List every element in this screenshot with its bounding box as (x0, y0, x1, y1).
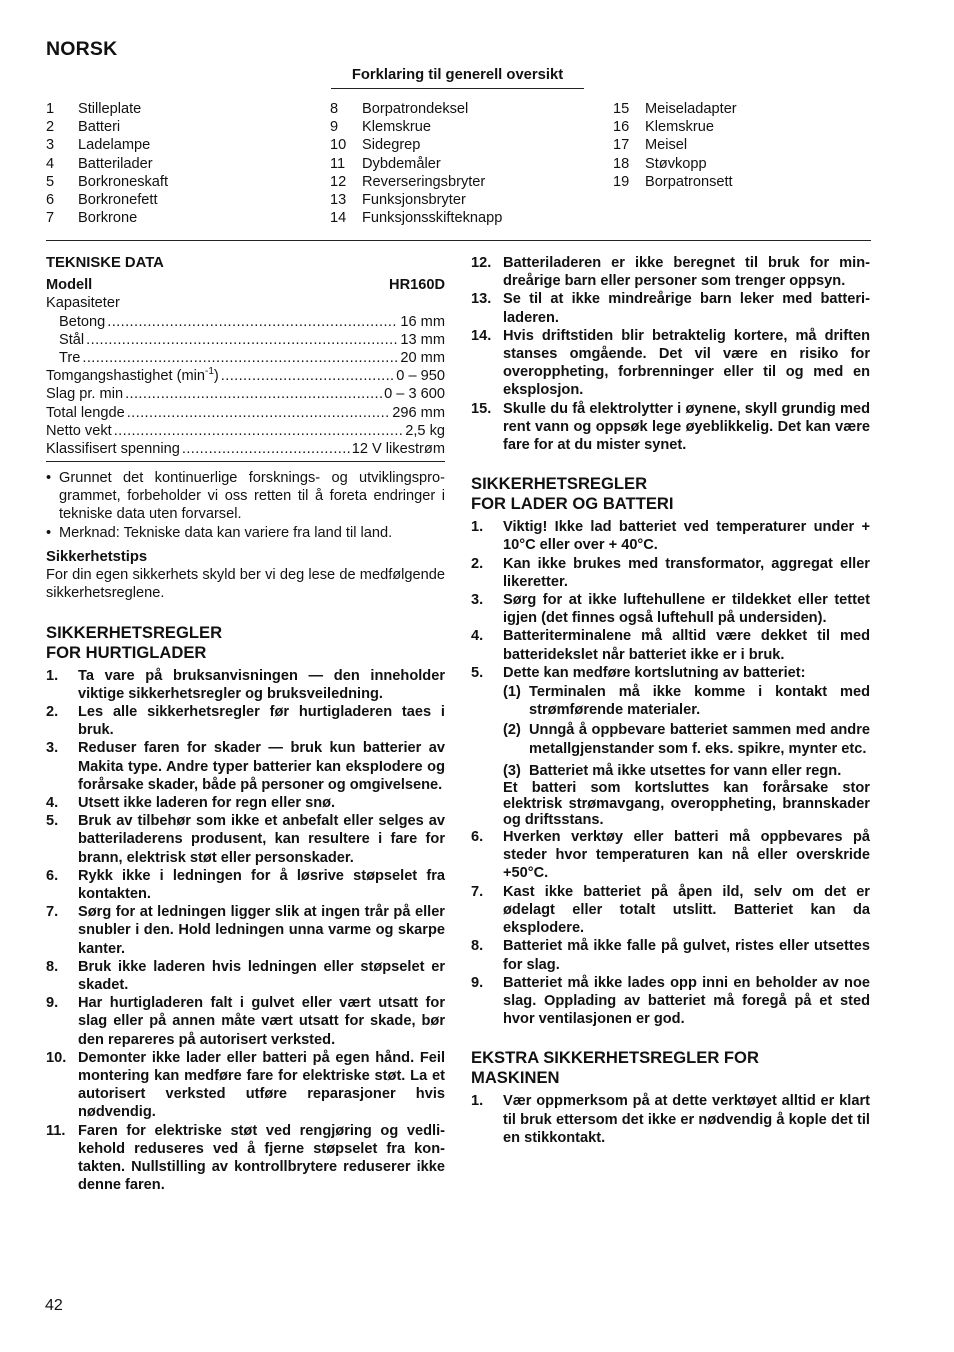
part-label: Reverseringsbryter (362, 173, 486, 190)
rule-item (471, 1092, 870, 1147)
rule-text: Les alle sikkerhetsregler før hurtigladeren taes i bruk. (78, 703, 445, 739)
capacity-label: Kapasiteter (46, 295, 120, 312)
part-label: Sidegrep (362, 137, 421, 154)
battery-sub-rules (471, 683, 870, 828)
sub-rule-text: Unngå å oppbevare batteriet sammen med andre metallgjenstander som f. eks. spikre, mynter etc. (529, 722, 870, 757)
rule-item (471, 518, 870, 554)
spec-row-concrete (46, 313, 445, 331)
spec-row-net-weight (46, 422, 445, 440)
rule-item (46, 739, 445, 794)
spec-notes (46, 469, 445, 542)
rule-number: 3. (471, 592, 484, 609)
heading-line: MASKINEN (471, 1068, 560, 1088)
spec-note: • Grunnet det kontinuerlige forsknings- og utviklingsprogrammet, forbeholder vi oss retten til å foreta endringer i tekniske data uten forvarsel. (46, 469, 445, 524)
rule-item (46, 667, 445, 703)
rule-number: 6. (471, 829, 484, 846)
spec-value: 12 V likestrøm (351, 440, 445, 457)
model-row (46, 276, 445, 294)
rule-number: 2. (46, 703, 59, 720)
part-label: Borkrone (78, 210, 138, 227)
spec-row-no-load-speed (46, 367, 445, 385)
rule-item (46, 994, 445, 1049)
rule-text: Kast ikke batteriet på åpen ild, selv om det er ødelagt eller totalt utslitt. Batteriet kan da eksplodere. (503, 883, 870, 937)
sub-rule-text: Terminalen må ikke komme i kontakt med strømførende materialer. (529, 684, 870, 719)
part-label: Meiseladapter (645, 101, 737, 117)
part-label: Støvkopp (645, 155, 707, 172)
rule-item (46, 1049, 445, 1122)
rule-text: Skulle du få elektrolytter i øynene, skyll grundig med rent vann og oppsøk lege øyeblikkelig. Det kan være fare for at du mister synet. (503, 400, 870, 454)
part-number: 12 (330, 173, 347, 190)
rule-item (46, 903, 445, 958)
part-number: 11 (330, 155, 346, 172)
part-number: 13 (330, 191, 347, 208)
rule-number: 9. (46, 995, 59, 1012)
right-column (471, 254, 870, 1147)
rule-text: Hverken verktøy eller batteri må oppbevares på steder hvor temperaturen kan nå eller overskride +50°C. (503, 829, 870, 882)
spec-note: • Merknad: Tekniske data kan variere fra land til land. (46, 524, 445, 542)
spec-value: 0 – 950 (396, 368, 445, 385)
spec-label: Slag pr. min (46, 386, 124, 403)
spec-row-overall-length (46, 404, 445, 422)
rule-number: 5. (471, 664, 484, 681)
rule-text: Ta vare på bruksanvisningen — den inneholder viktige sikkerhetsregler og bruksveiledning. (78, 667, 445, 702)
rule-number: 1. (471, 1093, 484, 1110)
left-column (46, 254, 445, 1194)
battery-rules-list (471, 518, 870, 682)
spec-value: 20 mm (400, 349, 445, 366)
charger-rules-list-continued (471, 254, 870, 454)
spec-value: 0 – 3 600 (384, 386, 445, 403)
part-label: Klemskrue (645, 119, 714, 136)
rule-number: 1. (471, 519, 484, 536)
part-number: 2 (46, 119, 55, 136)
part-number: 7 (46, 210, 55, 227)
rule-text: Dette kan medføre kortslutning av batteriet: (503, 664, 806, 681)
heading-line: FOR HURTIGLADER (46, 642, 207, 662)
spec-label: Betong (59, 313, 106, 330)
spec-label: Klassifisert spenning (46, 440, 180, 457)
rule-item (471, 828, 870, 883)
rule-number: 13. (471, 291, 492, 308)
part-number: 15 (613, 101, 630, 117)
spec-value: 16 mm (400, 313, 445, 330)
part-number: 4 (46, 155, 55, 172)
page-number: 42 (45, 1297, 63, 1314)
spec-row-rated-voltage (46, 440, 445, 458)
heading-line: SIKKERHETSREGLER (471, 474, 648, 494)
safety-tips-text: For din egen sikkerhets skyld ber vi deg lese de medfølgende sikkerhetsreglene. (46, 567, 445, 602)
rule-item (471, 627, 870, 663)
battery-rules-list-continued (471, 828, 870, 1028)
spec-label: Tre (59, 349, 81, 366)
part-number: 18 (613, 155, 630, 172)
rule-text: Bruk ikke laderen hvis ledningen eller støpselet er skadet. (78, 958, 445, 993)
part-label: Batteri (78, 119, 121, 136)
part-number: 14 (330, 210, 347, 227)
spec-row-wood (46, 349, 445, 367)
sub-rule-number: (1) (503, 684, 521, 701)
rule-number: 7. (46, 904, 59, 921)
rule-item (471, 974, 870, 1029)
rule-item (46, 867, 445, 903)
rule-item (471, 937, 870, 973)
rule-number: 4. (471, 628, 484, 645)
spec-label-superscript: -1 (205, 366, 214, 378)
rule-text: Viktig! Ikke lad batteriet ved temperaturer under + 10°C eller over + 40°C. (503, 519, 870, 554)
rule-number: 8. (46, 958, 59, 975)
part-label: Borkronefett (78, 191, 158, 208)
part-label: Funksjonsskifteknapp (362, 210, 503, 227)
rule-text: Batteriterminalene må alltid være dekket til med batteridekslet når batteriet ikke er i bruk. (503, 628, 870, 663)
rule-text: Hvis driftstiden blir betraktelig kortere, må driften stanses omgående. Det vil være en risiko for overoppheting, forbrenninger eller til og med en eksplosjon. (503, 327, 870, 399)
capacity-label-row (46, 294, 445, 312)
sub-rule (503, 721, 870, 757)
rule-item (46, 703, 445, 739)
part-number: 16 (613, 119, 630, 136)
rule-text: Sørg for at ledningen ligger slik at ingen trår på eller snubler i den. Hold ledningen unna varme og skarpe kanter. (78, 904, 445, 957)
part-number: 8 (330, 101, 339, 117)
rule-item (46, 958, 445, 994)
rule-number: 7. (471, 883, 484, 900)
rule-text: Kan ikke brukes med transformator, aggregat eller likeretter. (503, 555, 870, 590)
rule-text: Demonter ikke lader eller batteri på egen hånd. Feil montering kan medføre fare for elektriske støt. La et autorisert verksted utføre reparasjoner hvis nødvendig. (78, 1049, 445, 1121)
model-value: HR160D (389, 277, 445, 294)
rule-text: Vær oppmerksom på at dette verktøyet alltid er klart til bruk ettersom det ikke er nødvendig å kople det til en stikkontakt. (503, 1093, 870, 1146)
rule-text: Bruk av tilbehør som ikke et anbefalt eller selges av batteriladerens produsent, kan resultere i fare for brann, elektrisk støt eller personskader. (78, 813, 445, 866)
heading-line: EKSTRA SIKKERHETSREGLER FOR (471, 1048, 759, 1068)
rule-text: Utsett ikke laderen for regn eller snø. (78, 794, 336, 811)
rule-number: 6. (46, 867, 59, 884)
sub-rule-continuation: Et batteri som kortsluttes kan forårsake stor elektrisk strømavgang, overoppheting, brannskader og driftsstans. (503, 780, 870, 829)
spec-label-text: Tomgangshastighet (min (46, 368, 205, 385)
rule-item (46, 1122, 445, 1195)
rule-text: Batteriet må ikke falle på gulvet, ristes eller utsettes for slag. (503, 938, 870, 973)
machine-rules-list (471, 1092, 870, 1147)
part-number: 5 (46, 173, 55, 190)
spec-value: 2,5 kg (405, 422, 445, 439)
rule-text: Sørg for at ikke luftehullene er tildekket eller tettet igjen (det finnes også luftehull på undersiden). (503, 592, 870, 627)
part-number: 17 (613, 137, 630, 154)
rule-text: Batteriet må ikke lades opp inni en beholder av noe slag. Opplading av batteriet må foregå på et sted hvor ventilasjonen er god. (503, 974, 870, 1028)
part-label: Klemskrue (362, 119, 431, 136)
rule-number: 14. (471, 327, 492, 344)
part-label: Dybdemåler (362, 155, 441, 172)
part-number: 10 (330, 137, 347, 154)
rule-item (471, 591, 870, 627)
part-number: 3 (46, 137, 55, 154)
sub-rule-number: (3) (503, 762, 521, 779)
rule-number: 11. (46, 1122, 66, 1139)
rule-item (46, 812, 445, 867)
part-label: Borpatronsett (645, 173, 733, 190)
part-number: 19 (613, 173, 630, 190)
sub-rule (503, 762, 870, 780)
rule-item (471, 290, 870, 326)
rule-number: 1. (46, 667, 59, 684)
section-divider (46, 240, 871, 241)
spec-label: Netto vekt (46, 422, 112, 439)
spec-row-steel (46, 331, 445, 349)
rule-text: Har hurtigladeren falt i gulvet eller vært utsatt for slag eller på annen måte vært utsatt for skade, bør den repareres på autorisert verksted. (78, 995, 445, 1048)
sub-rule (503, 683, 870, 719)
charger-rules-list (46, 667, 445, 1195)
rule-number: 4. (46, 794, 59, 811)
sub-rule-text: Batteriet må ikke utsettes for vann eller regn. (529, 762, 842, 779)
rule-number: 9. (471, 974, 484, 991)
rule-item (471, 664, 870, 682)
rule-number: 12. (471, 255, 492, 271)
rule-number: 3. (46, 740, 59, 757)
rule-item (471, 555, 870, 591)
rule-number: 2. (471, 555, 484, 572)
rule-text: Batteriladeren er ikke beregnet til bruk for mindreårige barn eller personer som trenger oppsyn. (503, 255, 870, 290)
machine-rules-heading (471, 1048, 870, 1088)
rule-item (46, 794, 445, 812)
part-label: Batterilader (78, 155, 153, 172)
rule-item (471, 400, 870, 455)
language-heading: NORSK (46, 38, 118, 60)
charger-rules-heading (46, 623, 445, 663)
rule-number: 10. (46, 1049, 67, 1066)
heading-line: FOR LADER OG BATTERI (471, 494, 674, 514)
part-label: Funksjonsbryter (362, 191, 466, 208)
part-label: Borpatrondeksel (362, 101, 469, 117)
part-number: 9 (330, 119, 339, 136)
spec-value: 296 mm (392, 404, 445, 421)
spec-label: Total lengde (46, 404, 125, 421)
heading-line: SIKKERHETSREGLER (46, 622, 223, 642)
overview-title: Forklaring til generell oversikt (331, 66, 584, 89)
part-label: Ladelampe (78, 137, 151, 154)
rule-number: 15. (471, 400, 492, 417)
spec-label: Stål (59, 331, 85, 348)
rule-item (471, 254, 870, 290)
spec-label (46, 367, 219, 385)
safety-tips-heading: Sikkerhetstips (46, 548, 148, 565)
rule-text: Se til at ikke mindreårige barn leker med batteriladeren. (503, 291, 870, 326)
spec-label-close: ) (213, 368, 219, 385)
spec-value: 13 mm (400, 331, 445, 348)
rule-number: 5. (46, 813, 59, 830)
rule-item (471, 883, 870, 938)
part-label: Stilleplate (78, 101, 142, 117)
rule-text: Faren for elektriske støt ved rengjøring og vedlikehold reduseres ved å fjerne støpselet fra kontakten. Nullstilling av kontrollbrytere reduserer ikke denne faren. (78, 1122, 445, 1194)
rule-number: 8. (471, 938, 484, 955)
model-label: Modell (46, 277, 93, 294)
part-number: 1 (46, 101, 55, 117)
specs-divider (46, 461, 445, 462)
part-number: 6 (46, 191, 55, 208)
rule-text: Reduser faren for skader — bruk kun batterier av Makita type. Andre typer batterier kan ekspIodere og forårsake skader, både på personer og omgivelsene. (78, 740, 445, 793)
battery-rules-heading (471, 474, 870, 514)
specs-heading: TEKNISKE DATA (46, 255, 164, 271)
part-label: Borkroneskaft (78, 173, 169, 190)
rule-text: Rykk ikke i ledningen for å løsrive støpselet fra kontakten. (78, 867, 445, 902)
rule-item (471, 327, 870, 400)
part-label: Meisel (645, 137, 688, 154)
spec-row-blows-per-minute (46, 385, 445, 403)
sub-rule-number: (2) (503, 722, 521, 739)
